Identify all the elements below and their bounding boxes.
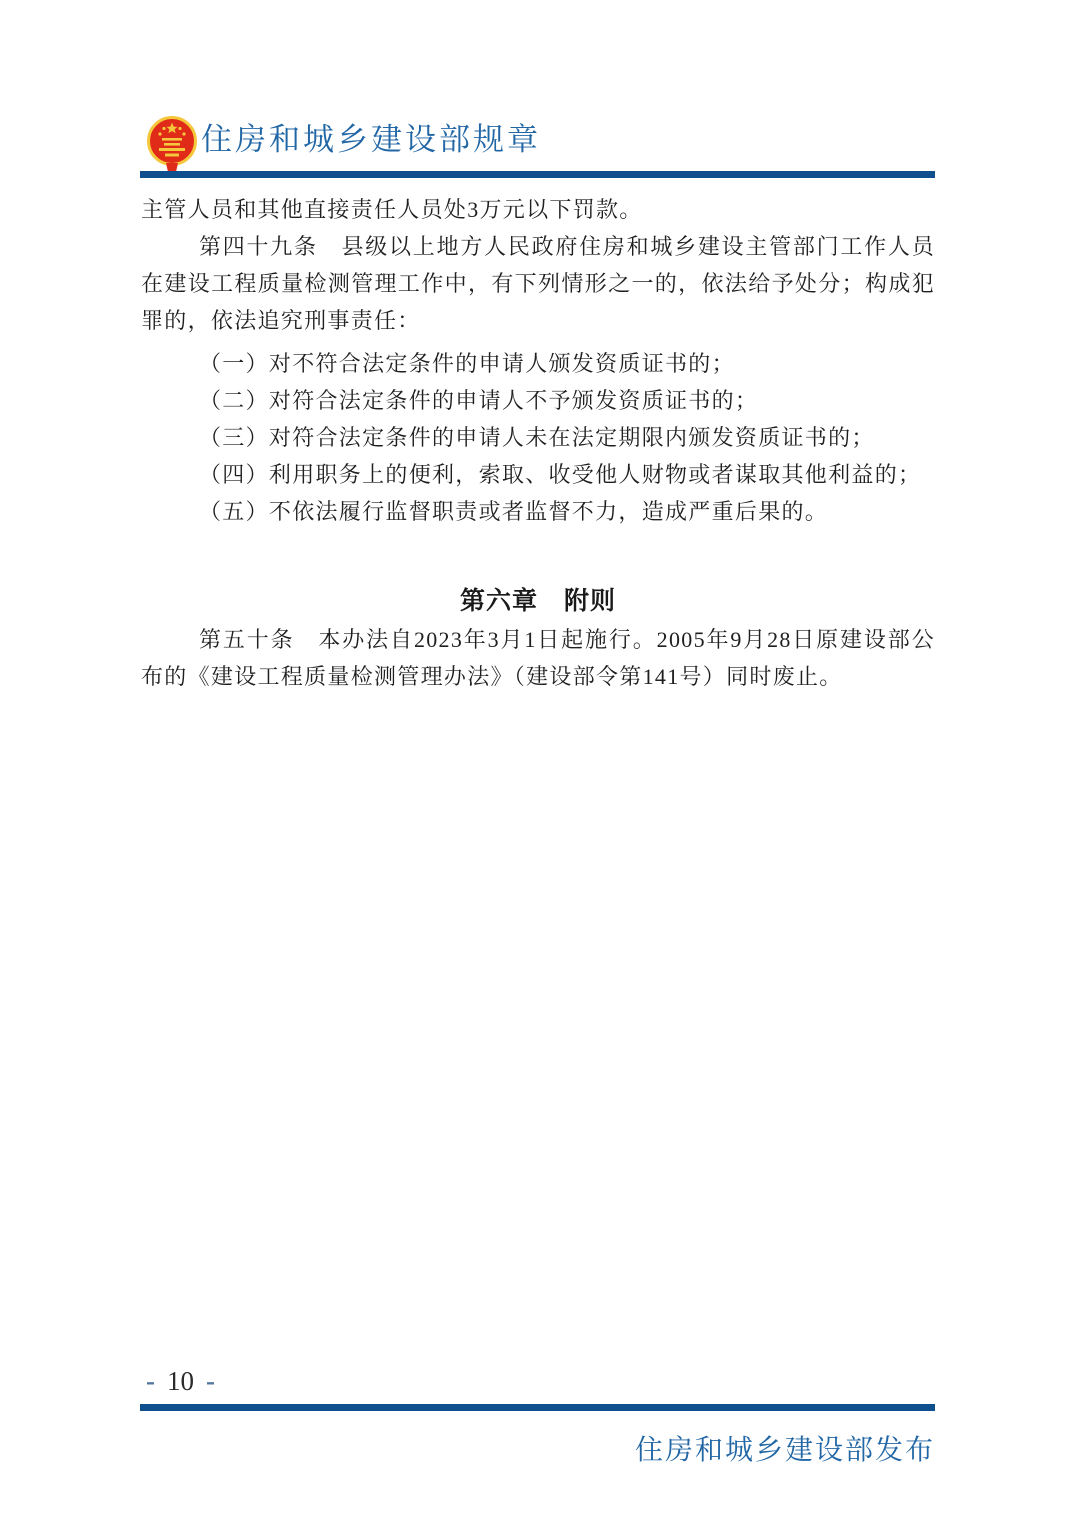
list-item-3: （三）对符合法定条件的申请人未在法定期限内颁发资质证书的；: [199, 425, 875, 450]
paragraph-article-49: 第四十九条 县级以上地方人民政府住房和城乡建设主管部门工作人员在建设工程质量检测管理工作中，有下列情形之一的，依法给予处分；构成犯罪的，依法追究刑事责任：: [141, 234, 935, 333]
footer-divider: [140, 1404, 935, 1411]
list-item-1: （一）对不符合法定条件的申请人颁发资质证书的；: [199, 351, 735, 376]
page-number: [146, 1366, 215, 1396]
document-body: [141, 191, 935, 695]
page-number-dash-left: -: [146, 1366, 155, 1396]
header-divider: [140, 171, 935, 178]
page-number-dash-right: -: [206, 1366, 215, 1396]
chapter-heading: 第六章 附则: [459, 587, 616, 615]
list-item-4: （四）利用职务上的便利，索取、收受他人财物或者谋取其他利益的；: [199, 462, 922, 487]
page-number-value: 10: [167, 1366, 194, 1396]
list-item-5: （五）不依法履行监督职责或者监督不力，造成严重后果的。: [199, 499, 829, 524]
publisher-label: 住房和城乡建设部发布: [634, 1435, 935, 1466]
national-emblem-icon: [146, 114, 198, 172]
paragraph-article-50: 第五十条 本办法自2023年3月1日起施行。2005年9月28日原建设部公布的《建设工程质量检测管理办法》（建设部令第141号）同时废止。: [141, 627, 935, 689]
paragraph-continuation: 主管人员和其他直接责任人员处3万元以下罚款。: [141, 197, 643, 222]
list-item-2: （二）对符合法定条件的申请人不予颁发资质证书的；: [199, 388, 759, 413]
header-title: 住房和城乡建设部规章: [201, 122, 541, 157]
